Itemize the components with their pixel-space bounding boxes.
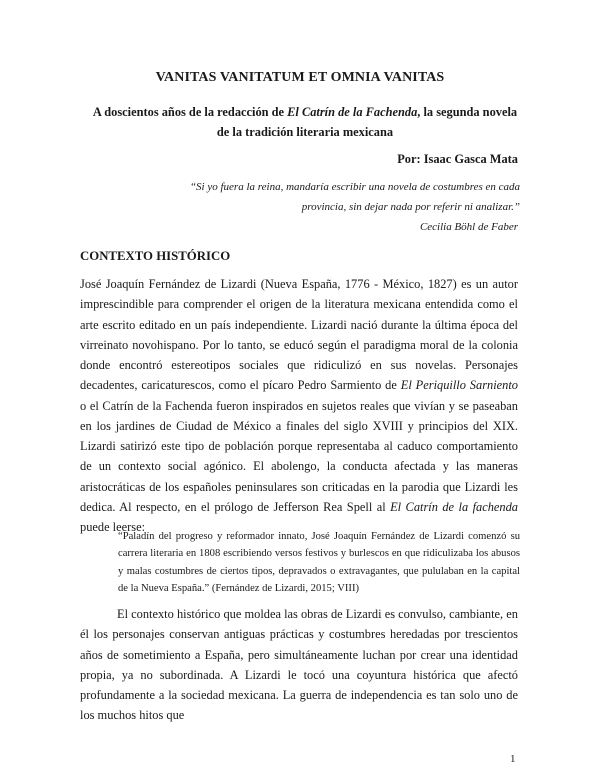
epigraph-quote: “Si yo fuera la reina, mandaría escribir una novela de costumbres en cada provincia, sin dejar nada por referir ni analizar.” bbox=[189, 181, 520, 213]
body-paragraph-1 bbox=[80, 274, 518, 537]
subtitle-novel-title: El Catrín de la Fachenda bbox=[287, 105, 418, 119]
epigraph-author: Cecilia Böhl de Faber bbox=[419, 221, 518, 233]
subtitle-text-before: A doscientos años de la redacción de bbox=[92, 105, 288, 119]
document-subtitle bbox=[90, 102, 520, 142]
paragraph-text: José Joaquín Fernández de Lizardi (Nueva España, 1776 - México, 1827) es un autor imprescindible para comprender el origen de la literatura mexicana entendida como el arte escrito editado en un país independiente. Lizardi nació durante la última época del virreinato novohispano. Por lo tanto, se educó según el paradigma moral de la colonia donde encontró estereotipos sociales que ridiculizó en sus novelas. Personajes decadentes, caricaturescos, como el pícaro Pedro Sarmiento de bbox=[80, 277, 518, 393]
paragraph-text: puede leerse: bbox=[80, 520, 146, 534]
paragraph-italic-title: El Catrín de la fachenda bbox=[390, 499, 518, 514]
section-heading: CONTEXTO HISTÓRICO bbox=[80, 249, 231, 263]
document-title: VANITAS VANITATUM ET OMNIA VANITAS bbox=[155, 70, 445, 85]
author-line: Por: Isaac Gasca Mata bbox=[397, 152, 518, 166]
page-number: 1 bbox=[510, 753, 516, 765]
paragraph-italic-title: El Periquillo Sarniento bbox=[400, 378, 518, 393]
subtitle-text-after: , la segunda novela de la tradición literaria mexicana bbox=[216, 105, 518, 139]
block-quote: “Paladín del progreso y reformador innato, José Joaquín Fernández de Lizardi comenzó su carrera literaria en 1808 escribiendo versos festivos y burlescos en que ridiculizaba los abusos y malas costumbres de ciertos tipos, depravados o extravagantes, que pululaban en la capital de la Nueva España.” (Fernández de Lizardi, 2015; VIII) bbox=[118, 531, 520, 594]
body-paragraph-2: El contexto histórico que moldea las obras de Lizardi es convulso, cambiante, en él los personajes conservan antiguas prácticas y costumbres heredadas por trescientos años de sometimiento a España, pero simultáneamente luchan por crear una identidad propia, ya no subordinada. A Lizardi le tocó una coyuntura histórica que afectó profundamente a la sociedad mexicana. La guerra de independencia es tan solo uno de los muchos hitos que bbox=[80, 607, 518, 723]
paragraph-text: o el Catrín de la Fachenda fueron inspirados en sujetos reales que vivían y se paseaban en los jardines de Ciudad de México a finales del siglo XVIII y principios del XIX. Lizardi satirizó este tipo de población porque representaba al caduco comportamiento de un contexto social agónico. El abolengo, la conducta afectada y las maneras aristocráticas de los españoles peninsulares son criticadas en la parodia que Lizardi les dedica. Al respecto, en el prólogo de Jefferson Rea Spell al bbox=[80, 398, 518, 514]
